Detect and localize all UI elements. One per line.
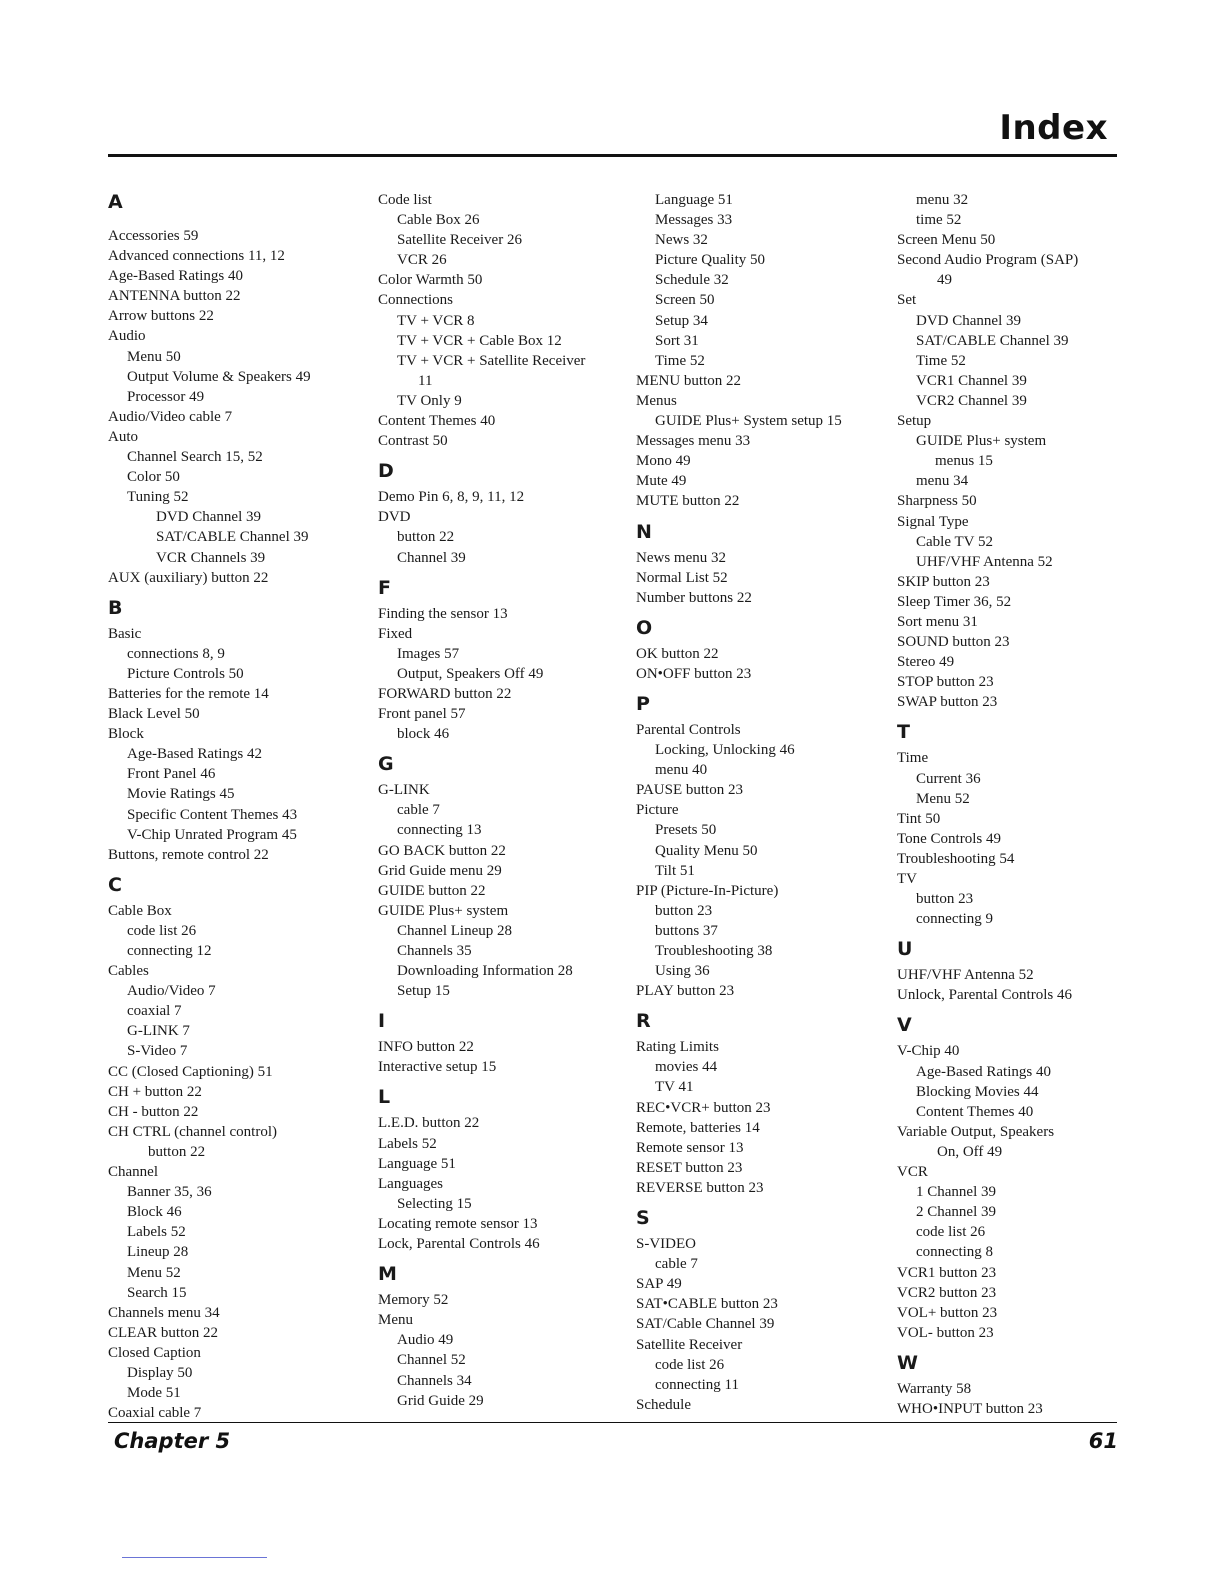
index-subentry: Tuning 52 — [127, 489, 189, 506]
index-letter-heading: I — [378, 1010, 386, 1033]
index-column-3 — [636, 190, 842, 1415]
index-entry: Basic — [108, 625, 142, 642]
index-subentry: connections 8, 9 — [127, 645, 225, 662]
index-subentry: code list 26 — [916, 1224, 986, 1241]
index-entry: Auto — [108, 428, 138, 445]
index-subentry: Schedule 32 — [655, 272, 729, 289]
index-entry: News menu 32 — [636, 549, 726, 566]
index-subentry: Channel Search 15, 52 — [127, 449, 263, 466]
index-entry: SOUND button 23 — [897, 634, 1010, 651]
index-column-4 — [897, 190, 1078, 1419]
index-subentry: GUIDE Plus+ system — [916, 433, 1047, 450]
index-subentry: Cable Box 26 — [397, 212, 480, 229]
index-entry: Sharpness 50 — [897, 493, 977, 510]
index-subentry: Downloading Information 28 — [397, 963, 573, 980]
footer-rule — [108, 1422, 1117, 1423]
index-subentry: Labels 52 — [127, 1224, 186, 1241]
index-entry: Arrow buttons 22 — [108, 308, 214, 325]
index-letter-heading: W — [897, 1351, 918, 1374]
index-subentry: S-Video 7 — [127, 1043, 188, 1060]
index-subentry: TV Only 9 — [397, 392, 462, 409]
index-subentry: button 23 — [916, 891, 974, 908]
index-letter-heading: T — [897, 721, 910, 744]
page-title: Index — [999, 108, 1108, 148]
index-entry: INFO button 22 — [378, 1039, 474, 1056]
index-subentry: Menu 50 — [127, 348, 181, 365]
index-subentry: DVD Channel 39 — [916, 312, 1021, 329]
index-entry: Menu — [378, 1312, 413, 1329]
index-entry: GUIDE button 22 — [378, 882, 486, 899]
index-entry: Rating Limits — [636, 1039, 719, 1056]
index-subentry: cable 7 — [397, 802, 440, 819]
index-entry: Remote sensor 13 — [636, 1139, 744, 1156]
index-entry: Labels 52 — [378, 1135, 437, 1152]
chapter-label: Chapter 5 — [114, 1429, 231, 1453]
index-entry: Channels menu 34 — [108, 1304, 220, 1321]
index-subentry: TV + VCR + Cable Box 12 — [397, 332, 562, 349]
index-subentry: movies 44 — [655, 1059, 718, 1076]
index-entry: Warranty 58 — [897, 1380, 972, 1397]
index-entry: WHO•INPUT button 23 — [897, 1400, 1043, 1417]
scan-artifact-line — [122, 1557, 267, 1558]
index-entry: Variable Output, Speakers — [897, 1123, 1055, 1140]
index-entry: UHF/VHF Antenna 52 — [897, 967, 1034, 984]
index-subentry: Display 50 — [127, 1364, 193, 1381]
index-entry: Number buttons 22 — [636, 589, 752, 606]
index-entry: L.E.D. button 22 — [378, 1115, 480, 1132]
index-entry: VCR — [897, 1164, 928, 1181]
index-subentry: Processor 49 — [127, 388, 205, 405]
index-subentry: connecting 9 — [916, 911, 994, 928]
index-entry: Cable Box — [108, 902, 172, 919]
index-subentry: menu 32 — [916, 192, 969, 208]
index-entry: Demo Pin 6, 8, 9, 11, 12 — [378, 489, 525, 506]
index-subentry: connecting 8 — [916, 1244, 994, 1261]
index-entry: SAP 49 — [636, 1276, 682, 1293]
index-letter-heading: R — [636, 1010, 651, 1033]
index-entry: Advanced connections 11, 12 — [108, 248, 285, 265]
index-entry: Contrast 50 — [378, 433, 448, 450]
index-entry: Lock, Parental Controls 46 — [378, 1236, 540, 1253]
index-entry: Coaxial cable 7 — [108, 1405, 202, 1422]
index-entry: Tone Controls 49 — [897, 830, 1001, 847]
index-entry: Front panel 57 — [378, 706, 466, 723]
index-subentry: Using 36 — [655, 963, 710, 980]
index-entry: CH + button 22 — [108, 1083, 202, 1100]
index-subentry: VCR1 Channel 39 — [916, 372, 1027, 389]
index-subentry: Picture Controls 50 — [127, 665, 244, 682]
index-subentry: Current 36 — [916, 770, 981, 787]
index-entry: CH CTRL (channel control) — [108, 1123, 277, 1140]
index-subentry: Sort 31 — [655, 332, 699, 349]
index-entry: PLAY button 23 — [636, 983, 735, 1000]
index-entry: VCR1 button 23 — [897, 1264, 997, 1281]
index-subentry: coaxial 7 — [127, 1003, 182, 1020]
index-entry: FORWARD button 22 — [378, 685, 512, 702]
index-subentry: Color 50 — [127, 469, 180, 486]
index-entry: ANTENNA button 22 — [108, 288, 241, 305]
index-subentry: Front Panel 46 — [127, 766, 216, 783]
index-entry: Memory 52 — [378, 1292, 449, 1309]
index-entry: Audio — [108, 328, 146, 345]
index-subentry: Time 52 — [655, 352, 705, 369]
index-entry: PIP (Picture-In-Picture) — [636, 882, 779, 899]
index-letter-heading: P — [636, 692, 650, 715]
index-entry: V-Chip 40 — [897, 1043, 960, 1060]
index-entry: MENU button 22 — [636, 372, 741, 389]
index-subentry: Menu 52 — [916, 790, 970, 807]
index-subentry: Block 46 — [127, 1204, 182, 1221]
index-subentry: button 22 — [397, 529, 455, 546]
index-entry: Channel — [108, 1164, 158, 1181]
index-entry: Mute 49 — [636, 473, 687, 490]
index-subentry: VCR2 Channel 39 — [916, 392, 1027, 409]
index-entry: SAT•CABLE button 23 — [636, 1296, 778, 1313]
index-letter-heading: G — [378, 753, 394, 776]
index-subentry: Cable TV 52 — [916, 533, 993, 550]
index-subentry: Presets 50 — [655, 822, 717, 839]
index-subentry: SAT/CABLE Channel 39 — [156, 529, 309, 546]
index-entry: AUX (auxiliary) button 22 — [108, 569, 269, 586]
index-subentry: V-Chip Unrated Program 45 — [127, 826, 297, 843]
index-entry: SAT/Cable Channel 39 — [636, 1316, 775, 1333]
index-entry: REC•VCR+ button 23 — [636, 1099, 771, 1116]
index-subentry: connecting 13 — [397, 822, 482, 839]
index-subentry: buttons 37 — [655, 922, 718, 939]
index-letter-heading: M — [378, 1263, 397, 1286]
index-subentry: Search 15 — [127, 1284, 187, 1301]
index-entry: Menus — [636, 392, 677, 409]
index-entry: CC (Closed Captioning) 51 — [108, 1063, 273, 1080]
index-entry: Setup — [897, 413, 932, 430]
index-subentry: Quality Menu 50 — [655, 842, 758, 859]
index-entry: Stereo 49 — [897, 654, 955, 671]
index-letter-heading: A — [108, 191, 123, 213]
index-entry: Schedule — [636, 1396, 691, 1413]
index-subentry: connecting 11 — [655, 1376, 740, 1393]
index-entry: Audio/Video cable 7 — [108, 408, 233, 425]
index-subentry: Channel 39 — [397, 549, 466, 566]
index-subentry: VCR 26 — [397, 252, 447, 269]
index-subentry: Language 51 — [655, 192, 733, 208]
index-entry: Finding the sensor 13 — [378, 605, 508, 622]
index-subentry: Channels 34 — [397, 1372, 472, 1389]
index-subentry: 1 Channel 39 — [916, 1184, 996, 1201]
index-letter-heading: D — [378, 460, 394, 483]
index-letter-heading: S — [636, 1207, 650, 1230]
index-entry: Grid Guide menu 29 — [378, 862, 502, 879]
index-subentry: cable 7 — [655, 1256, 698, 1273]
index-subentry: time 52 — [916, 212, 962, 229]
index-subentry: Lineup 28 — [127, 1244, 189, 1261]
index-subentry: Age-Based Ratings 42 — [127, 746, 262, 763]
index-subentry: code list 26 — [127, 922, 197, 939]
index-entry: Cables — [108, 963, 149, 980]
index-subentry: TV + VCR 8 — [397, 312, 475, 329]
index-entry: Screen Menu 50 — [897, 232, 996, 249]
index-subentry: Movie Ratings 45 — [127, 786, 235, 803]
index-entry: Accessories 59 — [108, 228, 199, 244]
index-entry: Language 51 — [378, 1155, 456, 1172]
index-subentry: 2 Channel 39 — [916, 1204, 996, 1221]
index-subentry: Audio 49 — [397, 1332, 454, 1349]
index-letter-heading: B — [108, 596, 123, 619]
index-entry-continuation: On, Off 49 — [937, 1143, 1003, 1160]
index-subentry: menu 34 — [916, 473, 969, 490]
index-subentry: VCR Channels 39 — [156, 549, 266, 566]
index-subentry: Satellite Receiver 26 — [397, 232, 522, 249]
index-entry: CH - button 22 — [108, 1103, 199, 1120]
index-entry: REVERSE button 23 — [636, 1179, 764, 1196]
index-entry: Locating remote sensor 13 — [378, 1215, 538, 1232]
index-entry: Color Warmth 50 — [378, 272, 483, 289]
index-entry: ON•OFF button 23 — [636, 665, 752, 682]
index-column-2 — [378, 190, 585, 1411]
index-entry: TV — [897, 871, 917, 887]
index-subentry: connecting 12 — [127, 943, 212, 959]
index-entry: S-VIDEO — [636, 1236, 696, 1253]
index-subentry: SAT/CABLE Channel 39 — [916, 332, 1069, 349]
index-subentry: menus 15 — [935, 453, 993, 470]
index-subentry: button 23 — [655, 902, 713, 919]
index-subentry: GUIDE Plus+ System setup 15 — [655, 413, 842, 430]
index-entry: Sort menu 31 — [897, 613, 978, 630]
index-entry: Normal List 52 — [636, 569, 728, 586]
index-subentry: UHF/VHF Antenna 52 — [916, 553, 1053, 570]
index-entry: Code list — [378, 192, 432, 208]
index-letter-heading: F — [378, 576, 391, 599]
index-subentry: Messages 33 — [655, 212, 733, 229]
index-entry: Set — [897, 292, 917, 309]
index-letter-heading: O — [636, 616, 653, 639]
index-entry: VOL+ button 23 — [897, 1304, 998, 1321]
index-entry: Connections — [378, 292, 453, 309]
index-entry: OK button 22 — [636, 645, 719, 662]
index-subentry: G-LINK 7 — [127, 1023, 190, 1040]
index-entry: Content Themes 40 — [378, 413, 496, 430]
index-subentry: Channel Lineup 28 — [397, 922, 512, 939]
index-subentry: Menu 52 — [127, 1264, 181, 1281]
index-entry: Second Audio Program (SAP) — [897, 252, 1079, 269]
index-subentry: Audio/Video 7 — [127, 983, 216, 1000]
index-subentry: Setup 34 — [655, 312, 708, 329]
index-entry: Black Level 50 — [108, 706, 200, 723]
index-entry-continuation: 49 — [937, 272, 952, 289]
index-entry: PAUSE button 23 — [636, 782, 743, 799]
index-subentry: Output Volume & Speakers 49 — [127, 368, 311, 385]
index-letter-heading: N — [636, 520, 652, 543]
index-subentry: Blocking Movies 44 — [916, 1083, 1039, 1100]
index-entry: Batteries for the remote 14 — [108, 685, 269, 702]
index-letter-heading: U — [897, 938, 913, 961]
index-subentry: Picture Quality 50 — [655, 252, 765, 269]
index-entry: Troubleshooting 54 — [897, 850, 1015, 867]
index-entry: Parental Controls — [636, 721, 741, 738]
index-entry: Closed Caption — [108, 1344, 201, 1361]
index-entry: VCR2 button 23 — [897, 1284, 997, 1301]
index-entry: Signal Type — [897, 513, 969, 530]
index-entry: GO BACK button 22 — [378, 842, 506, 859]
index-subentry: Time 52 — [916, 352, 966, 369]
index-letter-heading: L — [378, 1086, 391, 1109]
index-subentry: Channel 52 — [397, 1352, 466, 1369]
index-subentry: Setup 15 — [397, 983, 450, 1000]
index-subentry: block 46 — [397, 726, 450, 743]
index-subentry: TV 41 — [655, 1079, 694, 1096]
index-subentry: Content Themes 40 — [916, 1103, 1034, 1120]
index-entry-continuation: button 22 — [148, 1143, 206, 1160]
index-entry: Messages menu 33 — [636, 433, 751, 450]
index-subentry: code list 26 — [655, 1356, 725, 1373]
index-subentry: Grid Guide 29 — [397, 1392, 484, 1409]
index-entry: SWAP button 23 — [897, 694, 998, 711]
index-subentry: Banner 35, 36 — [127, 1184, 212, 1201]
index-letter-heading: V — [897, 1014, 912, 1037]
index-subentry: Age-Based Ratings 40 — [916, 1063, 1051, 1080]
index-entry: Picture — [636, 802, 679, 819]
index-subentry: TV + VCR + Satellite Receiver — [397, 352, 586, 369]
index-subentry: Locking, Unlocking 46 — [655, 742, 795, 759]
index-entry: Remote, batteries 14 — [636, 1119, 760, 1136]
index-entry: VOL- button 23 — [897, 1324, 994, 1341]
index-subentry: Images 57 — [397, 645, 460, 662]
index-entry: Sleep Timer 36, 52 — [897, 593, 1012, 610]
index-entry: Unlock, Parental Controls 46 — [897, 987, 1072, 1004]
index-entry: Time — [897, 750, 929, 767]
index-entry: MUTE button 22 — [636, 493, 740, 510]
header-rule — [108, 154, 1117, 157]
index-entry: Age-Based Ratings 40 — [108, 268, 243, 285]
index-subentry: Mode 51 — [127, 1385, 181, 1402]
index-subentry: menu 40 — [655, 762, 708, 779]
index-entry: Tint 50 — [897, 810, 941, 827]
index-entry: Buttons, remote control 22 — [108, 846, 269, 863]
page-number: 61 — [1088, 1429, 1118, 1453]
index-column-1 — [108, 190, 311, 1423]
index-subentry: Channels 35 — [397, 943, 472, 959]
index-entry: DVD — [378, 509, 411, 526]
index-entry: Mono 49 — [636, 453, 691, 470]
index-entry: G-LINK — [378, 782, 430, 799]
index-subentry: Output, Speakers Off 49 — [397, 665, 544, 682]
index-subentry: Selecting 15 — [397, 1195, 472, 1212]
index-entry: Interactive setup 15 — [378, 1059, 497, 1076]
index-entry-continuation: 11 — [418, 372, 433, 389]
index-entry: STOP button 23 — [897, 674, 994, 691]
index-entry: GUIDE Plus+ system — [378, 902, 509, 919]
index-entry: RESET button 23 — [636, 1159, 743, 1176]
index-subentry: DVD Channel 39 — [156, 509, 261, 526]
index-subentry: Specific Content Themes 43 — [127, 806, 298, 823]
index-letter-heading: C — [108, 873, 122, 896]
index-subentry: Screen 50 — [655, 292, 715, 309]
index-entry: SKIP button 23 — [897, 573, 990, 590]
index-entry: Block — [108, 726, 144, 743]
index-subentry: Tilt 51 — [655, 862, 695, 879]
index-entry: Satellite Receiver — [636, 1336, 743, 1353]
index-subentry: Troubleshooting 38 — [655, 943, 773, 959]
index-subentry: News 32 — [655, 232, 708, 249]
index-entry: Fixed — [378, 625, 413, 642]
index-entry: CLEAR button 22 — [108, 1324, 219, 1341]
index-entry: Languages — [378, 1175, 443, 1192]
